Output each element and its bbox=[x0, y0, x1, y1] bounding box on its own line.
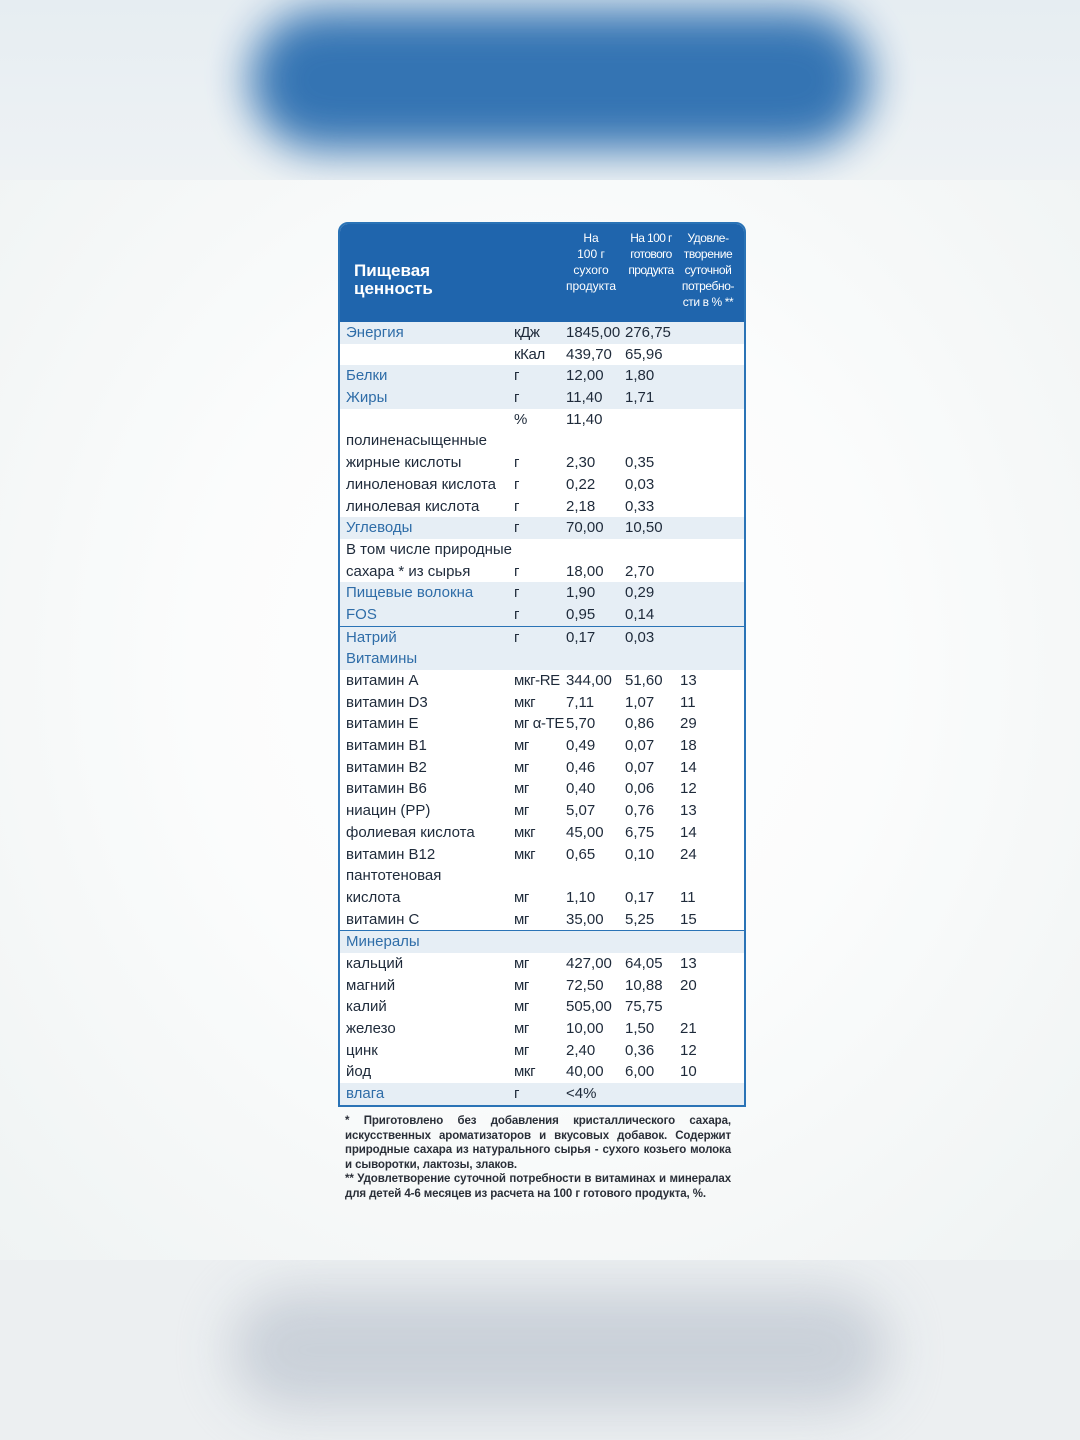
blurred-blue-shape bbox=[250, 10, 870, 150]
nutrient-name: Углеводы bbox=[346, 519, 413, 537]
unit: мкг bbox=[514, 823, 536, 841]
value-dry: 11,40 bbox=[566, 410, 603, 428]
value-ready: 0,14 bbox=[625, 605, 655, 623]
unit: г bbox=[514, 497, 520, 515]
nutrition-table bbox=[338, 222, 746, 1107]
value-ready: 65,96 bbox=[625, 345, 663, 363]
unit: мг bbox=[514, 976, 529, 994]
nutrient-name: витамин С bbox=[346, 910, 420, 928]
table-row bbox=[340, 539, 744, 561]
footnote-2: ** Удовлетворение суточной потребности в витаминах и минералах для детей 4-6 месяцев из расчета на 100 г готового продукта, %. bbox=[345, 1173, 731, 1200]
nutrient-name: йод bbox=[346, 1063, 372, 1081]
daily-percent: 14 bbox=[680, 758, 697, 776]
daily-percent: 13 bbox=[680, 672, 697, 689]
value-ready: 0,03 bbox=[625, 628, 655, 646]
nutrient-name: витамин В2 bbox=[346, 758, 427, 776]
value-dry: 10,00 bbox=[566, 1020, 604, 1037]
value-ready: 6,75 bbox=[625, 823, 655, 841]
table-row bbox=[340, 387, 744, 409]
value-dry: 0,22 bbox=[566, 475, 596, 493]
table-row bbox=[340, 430, 744, 452]
daily-percent: 15 bbox=[680, 910, 697, 928]
value-dry: <4% bbox=[566, 1085, 597, 1103]
nutrient-name: Витамины bbox=[346, 650, 418, 668]
value-dry: 7,11 bbox=[566, 693, 595, 711]
unit: г bbox=[514, 519, 520, 537]
column-header-ready: На 100 г готового продукта bbox=[628, 231, 674, 277]
unit: г bbox=[514, 562, 520, 580]
nutrient-name: железо bbox=[346, 1020, 396, 1037]
table-row bbox=[340, 692, 744, 714]
nutrient-name: Жиры bbox=[346, 389, 388, 407]
value-ready: 0,07 bbox=[625, 737, 655, 755]
nutrient-name: В том числе природные bbox=[346, 540, 513, 558]
nutrient-name: витамин В12 bbox=[346, 845, 436, 863]
unit: мкг bbox=[514, 1063, 536, 1081]
nutrient-name: сахара * из сырья bbox=[346, 562, 471, 580]
table-row bbox=[340, 909, 744, 931]
blurred-top-band bbox=[0, 0, 1080, 180]
value-ready: 1,80 bbox=[625, 367, 655, 385]
unit: г bbox=[514, 628, 520, 646]
unit: мкг bbox=[514, 693, 536, 711]
table-row bbox=[340, 822, 744, 844]
nutrient-name: FOS bbox=[346, 605, 377, 623]
table-row bbox=[340, 474, 744, 496]
table-row bbox=[340, 930, 744, 953]
value-ready: 64,05 bbox=[625, 954, 663, 972]
value-dry: 11,40 bbox=[566, 389, 603, 407]
value-ready: 2,70 bbox=[625, 562, 655, 580]
table-header bbox=[340, 224, 744, 322]
daily-percent: 10 bbox=[680, 1063, 697, 1081]
value-dry: 505,00 bbox=[566, 998, 612, 1016]
value-dry: 0,46 bbox=[566, 758, 596, 776]
value-dry: 0,65 bbox=[566, 845, 596, 863]
value-dry: 1845,00 bbox=[566, 324, 621, 341]
table-row bbox=[340, 626, 744, 649]
table-row bbox=[340, 604, 744, 626]
unit: мг bbox=[514, 758, 529, 776]
nutrient-name: полиненасыщенные bbox=[346, 432, 488, 450]
value-ready: 0,29 bbox=[625, 584, 655, 602]
table-title: Пищевая ценность bbox=[354, 261, 433, 298]
value-dry: 2,40 bbox=[566, 1041, 596, 1059]
daily-percent: 18 bbox=[680, 737, 697, 755]
value-ready: 51,60 bbox=[625, 672, 663, 689]
table-row bbox=[340, 561, 744, 583]
value-dry: 35,00 bbox=[566, 910, 604, 928]
table-body bbox=[340, 322, 744, 1105]
table-row bbox=[340, 953, 744, 975]
table-row bbox=[340, 800, 744, 822]
blurred-bottom-band bbox=[0, 1260, 1080, 1440]
nutrient-name: кислота bbox=[346, 888, 401, 906]
value-dry: 344,00 bbox=[566, 672, 612, 689]
value-dry: 427,00 bbox=[566, 954, 612, 972]
nutrient-name: цинк bbox=[346, 1041, 378, 1059]
unit: г bbox=[514, 389, 520, 407]
daily-percent: 14 bbox=[680, 823, 697, 841]
unit: кКал bbox=[514, 345, 545, 363]
value-ready: 0,06 bbox=[625, 780, 655, 798]
table-row bbox=[340, 670, 744, 692]
nutrient-name: витамин В1 bbox=[346, 737, 427, 755]
daily-percent: 12 bbox=[680, 1041, 697, 1059]
footnote-1: * Приготовлено без добавления кристаллического сахара, искусственных ароматизаторов и вкусовых добавок. Содержит природные сахара из натурального сырья - сухого козьего молока и сыворотки, лактозы, злаков. bbox=[345, 1115, 731, 1171]
unit: мкг bbox=[514, 845, 536, 863]
table-row bbox=[340, 865, 744, 887]
nutrient-name: Натрий bbox=[346, 628, 397, 646]
value-ready: 1,50 bbox=[625, 1020, 655, 1037]
table-row bbox=[340, 322, 744, 344]
daily-percent: 21 bbox=[680, 1020, 697, 1037]
footnotes bbox=[345, 1114, 731, 1202]
value-dry: 5,70 bbox=[566, 715, 596, 733]
unit: мкг-RE bbox=[514, 672, 560, 689]
table-row bbox=[340, 844, 744, 866]
table-row bbox=[340, 582, 744, 604]
unit: г bbox=[514, 454, 520, 472]
unit: г bbox=[514, 475, 520, 493]
nutrient-name: витамин А bbox=[346, 672, 419, 689]
table-row bbox=[340, 1018, 744, 1040]
value-ready: 10,88 bbox=[625, 976, 663, 994]
nutrient-name: Пищевые волокна bbox=[346, 584, 474, 602]
nutrient-name: кальций bbox=[346, 954, 404, 972]
unit: мг bbox=[514, 1041, 529, 1059]
value-ready: 75,75 bbox=[625, 998, 663, 1016]
table-row bbox=[340, 778, 744, 800]
value-ready: 0,03 bbox=[625, 475, 655, 493]
daily-percent: 12 bbox=[680, 780, 697, 798]
daily-percent: 11 bbox=[680, 693, 696, 711]
unit: г bbox=[514, 584, 520, 602]
table-row bbox=[340, 1040, 744, 1062]
value-ready: 1,71 bbox=[625, 389, 655, 407]
value-dry: 45,00 bbox=[566, 823, 604, 841]
unit: мг bbox=[514, 780, 529, 798]
value-ready: 10,50 bbox=[625, 519, 663, 537]
column-header-daily: Удовле- творение суточной потребно- сти в % ** bbox=[681, 231, 735, 309]
value-ready: 0,10 bbox=[625, 845, 655, 863]
nutrient-name: калий bbox=[346, 998, 387, 1016]
table-row bbox=[340, 344, 744, 366]
unit: мг bbox=[514, 910, 529, 928]
value-dry: 0,17 bbox=[566, 628, 596, 646]
column-header-dry: На 100 г сухого продукта bbox=[565, 231, 616, 293]
unit: мг bbox=[514, 802, 529, 820]
table-row bbox=[340, 365, 744, 387]
value-ready: 0,36 bbox=[625, 1041, 655, 1059]
value-dry: 2,18 bbox=[566, 497, 596, 515]
value-ready: 5,25 bbox=[625, 910, 655, 928]
table-row bbox=[340, 996, 744, 1018]
table-row bbox=[340, 1061, 744, 1083]
table-row bbox=[340, 648, 744, 670]
value-dry: 70,00 bbox=[566, 519, 604, 537]
nutrient-name: магний bbox=[346, 976, 396, 994]
daily-percent: 20 bbox=[680, 976, 697, 994]
table-row bbox=[340, 409, 744, 431]
table-row bbox=[340, 757, 744, 779]
unit: мг bbox=[514, 1020, 529, 1037]
value-ready: 0,17 bbox=[625, 888, 655, 906]
nutrient-name: витамин D3 bbox=[346, 693, 428, 711]
unit: мг α-TE bbox=[514, 715, 564, 733]
daily-percent: 13 bbox=[680, 954, 697, 972]
value-dry: 12,00 bbox=[566, 367, 604, 385]
value-dry: 439,70 bbox=[566, 345, 612, 363]
nutrient-name: Энергия bbox=[346, 324, 404, 341]
nutrient-name: влага bbox=[346, 1085, 385, 1103]
unit: г bbox=[514, 367, 520, 385]
value-ready: 0,76 bbox=[625, 802, 655, 820]
unit: кДж bbox=[514, 324, 540, 341]
unit: мг bbox=[514, 888, 529, 906]
value-ready: 276,75 bbox=[625, 324, 671, 341]
nutrient-name: пантотеновая bbox=[346, 867, 442, 885]
nutrient-name: линоленовая кислота bbox=[346, 475, 496, 493]
nutrient-name: фолиевая кислота bbox=[346, 823, 475, 841]
table-row bbox=[340, 975, 744, 997]
daily-percent: 29 bbox=[680, 715, 697, 733]
unit: мг bbox=[514, 998, 529, 1016]
value-ready: 0,86 bbox=[625, 715, 655, 733]
table-row bbox=[340, 713, 744, 735]
value-ready: 0,35 bbox=[625, 454, 655, 472]
daily-percent: 24 bbox=[680, 845, 697, 863]
nutrient-name: витамин Е bbox=[346, 715, 419, 733]
value-dry: 72,50 bbox=[566, 976, 604, 994]
nutrient-name: жирные кислоты bbox=[346, 454, 462, 472]
value-dry: 1,90 bbox=[566, 584, 596, 602]
table-row bbox=[340, 1083, 744, 1105]
value-dry: 0,40 bbox=[566, 780, 596, 798]
value-dry: 0,95 bbox=[566, 605, 596, 623]
table-row bbox=[340, 496, 744, 518]
value-dry: 0,49 bbox=[566, 737, 596, 755]
nutrient-name: Белки bbox=[346, 367, 388, 385]
unit: г bbox=[514, 1085, 520, 1103]
nutrient-name: витамин В6 bbox=[346, 780, 427, 798]
table-row bbox=[340, 735, 744, 757]
value-ready: 0,33 bbox=[625, 497, 655, 515]
value-dry: 18,00 bbox=[566, 562, 604, 580]
value-dry: 40,00 bbox=[566, 1063, 604, 1081]
table-row bbox=[340, 517, 744, 539]
value-dry: 1,10 bbox=[566, 888, 596, 906]
daily-percent: 11 bbox=[680, 888, 696, 906]
value-ready: 6,00 bbox=[625, 1063, 655, 1081]
daily-percent: 13 bbox=[680, 802, 697, 820]
table-row bbox=[340, 452, 744, 474]
table-row bbox=[340, 887, 744, 909]
value-dry: 2,30 bbox=[566, 454, 596, 472]
unit: г bbox=[514, 605, 520, 623]
value-ready: 1,07 bbox=[625, 693, 655, 711]
nutrient-name: Минералы bbox=[346, 933, 420, 951]
unit: мг bbox=[514, 954, 529, 972]
unit: мг bbox=[514, 737, 529, 755]
value-ready: 0,07 bbox=[625, 758, 655, 776]
value-dry: 5,07 bbox=[566, 802, 596, 820]
nutrient-name: линолевая кислота bbox=[346, 497, 480, 515]
nutrient-name: ниацин (РР) bbox=[346, 802, 431, 820]
blurred-gray-shape bbox=[230, 1290, 890, 1410]
unit: % bbox=[514, 410, 527, 428]
